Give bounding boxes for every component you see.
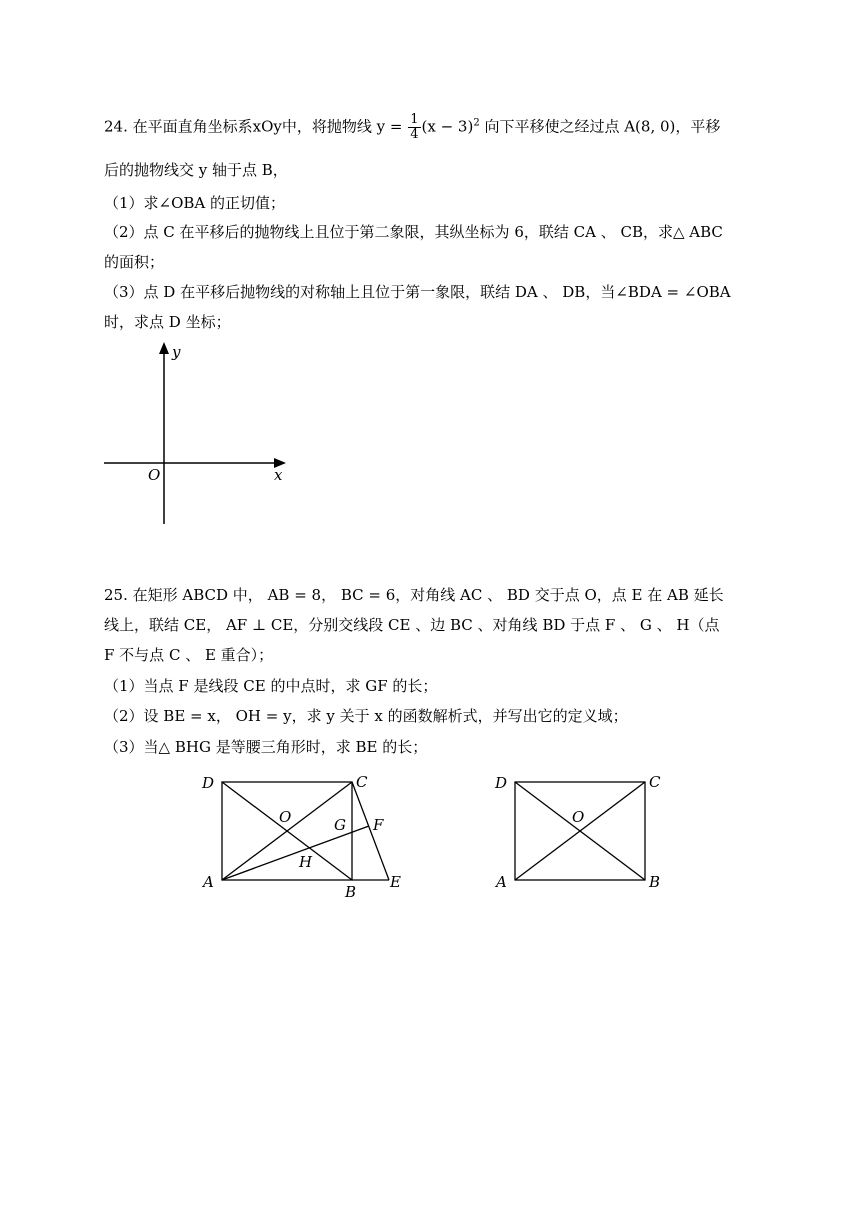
q24-item1: （1）求∠OBA 的正切值； bbox=[104, 194, 286, 212]
segment-ce bbox=[352, 782, 389, 880]
q25-figure-1 bbox=[195, 766, 415, 906]
q25-line1: 25. 在矩形 ABCD 中， AB = 8， BC = 6，对角线 AC 、 BD 交于点 O，点 E 在 AB 延长 bbox=[104, 586, 724, 604]
label-d: D bbox=[202, 774, 215, 792]
q25-item1: （1）当点 F 是线段 CE 的中点时，求 GF 的长； bbox=[104, 677, 438, 695]
q25-item3: （3）当△ BHG 是等腰三角形时，求 BE 的长； bbox=[104, 738, 428, 756]
y-axis-arrow bbox=[159, 342, 169, 354]
label-c: C bbox=[356, 773, 368, 791]
q24-axes-figure bbox=[100, 338, 300, 528]
q24-fraction bbox=[408, 113, 420, 142]
q24-line1-b: (x − 3) bbox=[421, 117, 474, 136]
q24-item2a: （2）点 C 在平移后的抛物线上且位于第二象限，其纵坐标为 6，联结 CA 、 CB，求△ ABC bbox=[104, 223, 723, 241]
q25-figure-2 bbox=[490, 766, 680, 906]
label-a: A bbox=[203, 873, 214, 891]
q24-frac-den: 4 bbox=[410, 127, 419, 142]
label-c: C bbox=[649, 773, 661, 791]
label-o: O bbox=[572, 808, 585, 826]
label-g: G bbox=[334, 816, 346, 834]
label-o: O bbox=[279, 808, 292, 826]
label-h: H bbox=[299, 853, 313, 871]
label-b: B bbox=[649, 873, 661, 891]
q24-frac-num: 1 bbox=[410, 112, 419, 127]
q24-item3b: 时，求点 D 坐标； bbox=[104, 313, 231, 331]
q24-item3a: （3）点 D 在平移后抛物线的对称轴上且位于第一象限，联结 DA 、 DB，当∠BDA = ∠OBA bbox=[104, 283, 731, 301]
label-b: B bbox=[345, 883, 357, 901]
origin-label: O bbox=[148, 466, 161, 484]
segment-af bbox=[222, 826, 369, 880]
q25-line2: 线上，联结 CE， AF ⊥ CE，分别交线段 CE 、边 BC 、对角线 BD 于点 F 、 G 、 H（点 bbox=[104, 616, 720, 634]
label-d: D bbox=[495, 774, 508, 792]
q25-line3: F 不与点 C 、 E 重合）； bbox=[104, 646, 274, 664]
x-axis-label: x bbox=[274, 466, 283, 484]
q25-item2: （2）设 BE = x， OH = y，求 y 关于 x 的函数解析式，并写出它的定义域； bbox=[104, 707, 628, 725]
q24-line1-a: 24. 在平面直角坐标系xOy中，将抛物线 y = bbox=[104, 117, 403, 136]
label-a: A bbox=[496, 873, 507, 891]
q24-item2b: 的面积； bbox=[104, 253, 165, 271]
q24-exponent: 2 bbox=[473, 117, 480, 129]
q24-line2: 后的抛物线交 y 轴于点 B， bbox=[104, 161, 288, 179]
q24-line1-c: 向下平移使之经过点 A(8, 0)，平移 bbox=[479, 117, 721, 136]
y-axis-label: y bbox=[172, 343, 181, 361]
label-f: F bbox=[373, 816, 384, 834]
label-e: E bbox=[390, 873, 401, 891]
q24-line1 bbox=[104, 113, 720, 142]
